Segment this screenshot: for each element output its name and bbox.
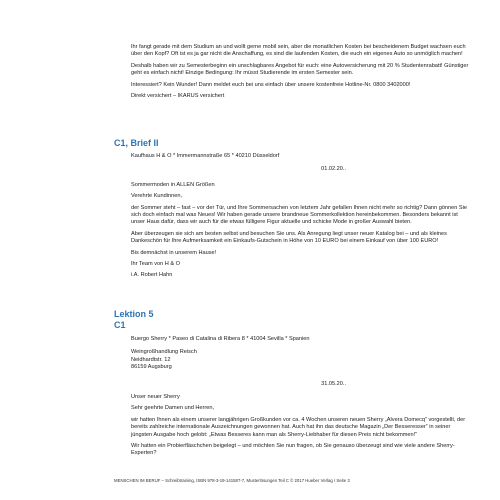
letter-section xyxy=(131,336,471,458)
paragraph: der Sommer steht – fast – vor der Tür, und Ihre Sommersachen von letztem Jahr gefallen Ihnen nicht mehr so richtig? Dann gönnen Sie sich doch einfach mal was Neues! Wir haben gerade unsere brandneue Sommerkollektion hereinbekommen. Besonders bekannt ist unser Haus dafür, dass wir auch für die etwas fülligere Figur aktuelle und schicke Mode in großer Auswahl bieten. xyxy=(131,204,468,226)
paragraph: Bis demnächst in unserem Hause! xyxy=(131,249,217,256)
letter-salutation: Sehr geehrte Damen und Herren, xyxy=(131,405,215,412)
paragraph: Deshalb haben wir zu Semesterbeginn ein unschlagbares Angebot für euch: eine Autoversicherung mit 20 % Studentenrabatt! Günstiger geht es einfach nicht! Einzige Bedingung: Ihr müsst Studierende im ersten Semester sein. xyxy=(131,62,469,77)
paragraph: Interessiert? Kein Wunder! Dann meldet euch bei uns einfach über unsere kostenfreie Hotline-Nr. 0800 3402000! xyxy=(131,81,411,88)
letter-date: 01.02.20.. xyxy=(321,166,346,173)
page-footer: MENSCHEN IM BERUF – Schreibtraining, ISBN 978-3-19-141587-7, Musterlösungen Teil C © 2017 Hueber Verlag / Seite 3 xyxy=(114,478,350,483)
paragraph: wir hatten Ihnen als einem unserer langjährigen Großkunden vor ca. 4 Wochen unseren neuen Sherry „Alvera Domecq“ vorgestellt, der bereits zahlreiche internationale Auszeichnungen gewonnen hat. Auch hat ihn das deutsche Magazin „Der Besseresser“ in seiner jüngsten Ausgabe hoch gelobt: „Etwas Besseres kann man als Sherry-Liebhaber für diesen Preis nicht bekommen!“ xyxy=(131,416,466,438)
sender-line: Kaufhaus H & O * Immermannstraße 65 * 40210 Düsseldorf xyxy=(131,153,280,159)
letter-subject: Sommermoden in ALLEN Größen xyxy=(131,181,215,188)
intro-ad-section xyxy=(131,44,471,100)
address-line: 86159 Augsburg xyxy=(131,364,172,371)
address-line: Weingroßhandlung Reisch xyxy=(131,349,197,356)
signature-line: Direkt versichert – IKARUS versichert xyxy=(131,93,225,100)
sender-line: Buergo Sherry * Paseo di Catalina di Ribera 8 * 41004 Sevilla * Spanien xyxy=(131,336,310,342)
letter-date: 31.05.20.. xyxy=(321,380,346,387)
lesson-heading: Lektion 5 xyxy=(114,309,154,319)
paragraph: Ihr Team von H & O xyxy=(131,261,181,268)
section-heading: C1, Brief II xyxy=(114,138,159,148)
paragraph: i.A. Robert Hahn xyxy=(131,272,173,279)
letter-subject: Unser neuer Sherry xyxy=(131,394,180,401)
lesson-subheading: C1 xyxy=(114,320,126,330)
paragraph: Aber überzeugen sie sich am besten selbst und besuchen Sie uns. Als Anregung liegt unser neuer Katalog bei – und als kleines Dankeschön für Ihre Aufmerksamkeit ein Einkaufs-Gutschein in Höhe von 10 EURO bei einem Einkauf von über 100 EURO! xyxy=(131,230,447,245)
address-line: Neidhardtstr. 12 xyxy=(131,356,171,363)
letter-section xyxy=(131,153,471,280)
paragraph: Ihr fangt gerade mit dem Studium an und wollt gerne mobil sein, aber die monatlichen Kosten bei bescheidenem Budget wachsen euch über den Kopf? Oft ist es ja gar nicht die Anschaffung, es sind die laufenden Kosten, die euch ein eigenes Auto so unmöglich machen! xyxy=(131,44,466,58)
letter-salutation: Verehrte Kundinnen, xyxy=(131,193,183,200)
paragraph: Wir hatten ein Probierfläschchen beigelegt – und möchten Sie nun fragen, ob Sie genauso überzeugt sind wie viele andere Sherry-Experten? xyxy=(131,443,455,457)
